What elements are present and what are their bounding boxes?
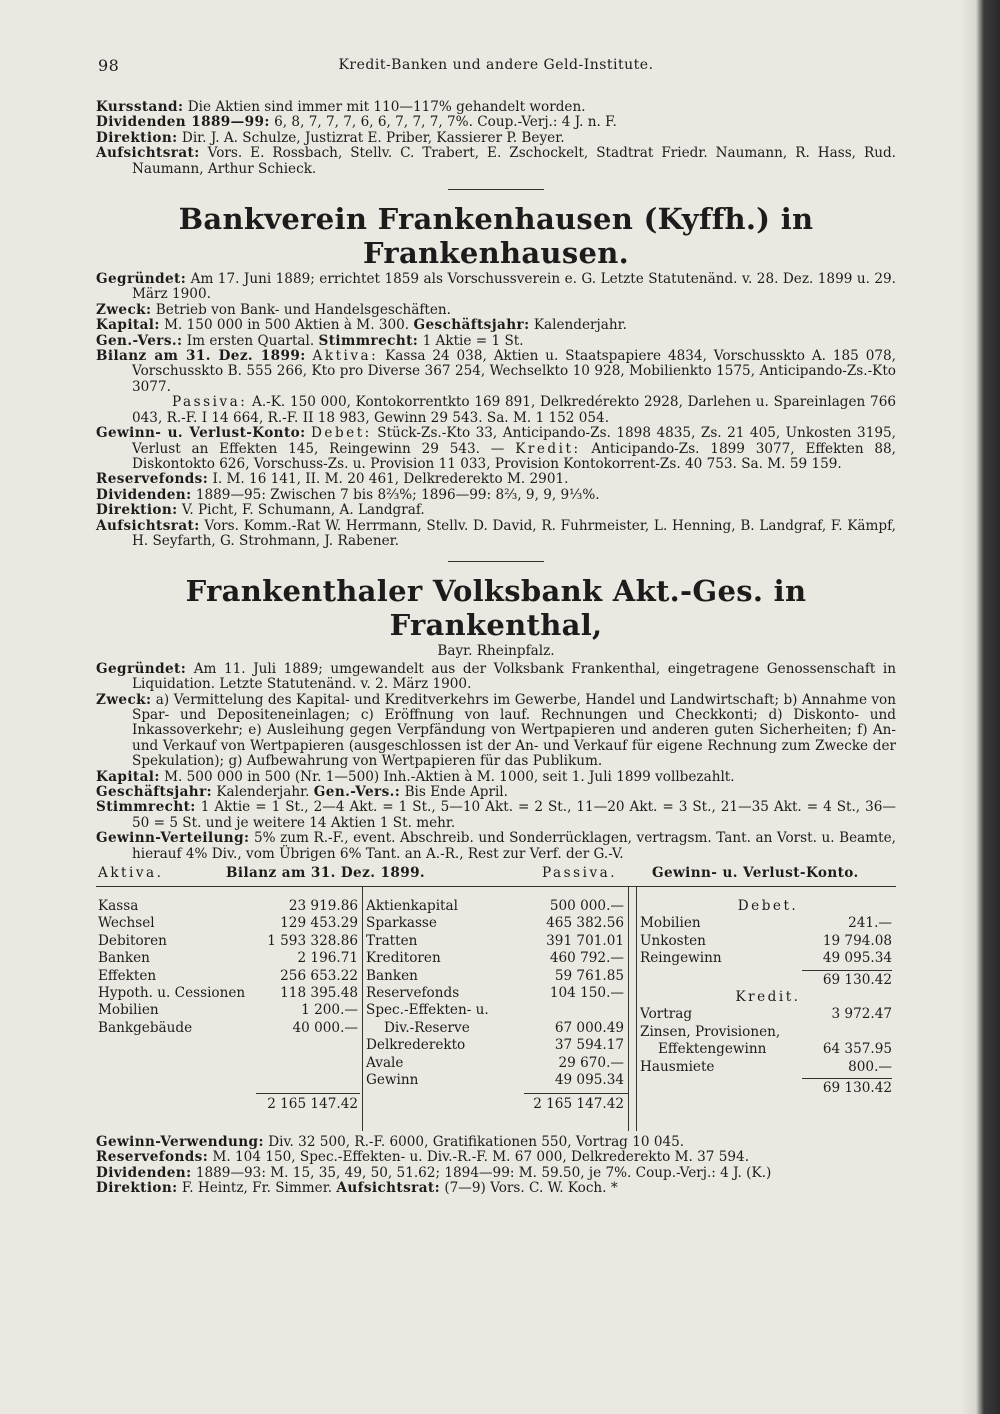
passiva-row-label: Tratten [366, 932, 418, 949]
direktion-line: Direktion: Dir. J. A. Schulze, Justizrat E. Priber, Kassierer P. Beyer. [96, 129, 565, 146]
passiva-row-value: 460 792.— [549, 950, 624, 967]
aktiva-row-label: Banken [98, 950, 150, 967]
passiva-row [366, 1003, 628, 1020]
kapital-line: Kapital: M. 150 000 in 500 Aktien à M. 300. Geschäftsjahr: Kalenderjahr. [96, 317, 627, 334]
stimmrecht-line: Stimmrecht: 1 Aktie = 1 St., 2—4 Akt. = 1 St., 5—10 Akt. = 2 St., 11—20 Akt. = 3 St., 21—35 Akt. = 4 St., 36—50 = 5 St. und je weitere 14 Aktien 1 St. mehr. [96, 799, 896, 831]
kredit-row-label: Zinsen, Provisionen, [640, 1023, 781, 1040]
reservefonds-line: Reservefonds: I. M. 16 141, II. M. 20 461, Delkrederekto M. 2901. [96, 471, 569, 488]
dividenden-line: Dividenden 1889—99: 6, 8, 7, 7, 7, 6, 6, 7, 7, 7, 7%. Coup.-Verj.: 4 J. n. F. [96, 114, 617, 131]
kredit-row [640, 1025, 896, 1042]
aktiva-row-label: Hypoth. u. Cessionen [98, 984, 246, 1001]
bilanz-line: Bilanz am 31. Dez. 1899: Aktiva: Kassa 24 038, Aktien u. Staatspapiere 4834, Vorschusskto A. 185 078, Vorschusskto B. 555 266, Kto pro Diverse 367 254, Wechselkto 10 928, Mobilienkto 1575, Anticipando-Zs.-Kto 3077. [96, 348, 896, 395]
aktiva-row-value: 1 593 328.86 [267, 932, 358, 949]
footnote-mark: * [610, 1180, 618, 1197]
passiva-row-value: 500 000.— [549, 898, 624, 915]
debet-total: 69 130.42 [822, 971, 892, 988]
gv-heading: Gewinn- u. Verlust-Konto. [652, 865, 859, 882]
aktiva-row [98, 934, 362, 951]
aktiva-column [98, 899, 362, 1038]
passiva-row-value: 59 761.85 [554, 967, 624, 984]
gv-column [640, 899, 896, 1098]
passiva-row [366, 1038, 628, 1055]
passiva-row-label: Sparkasse [366, 915, 437, 932]
passiva-row-label: Reservefonds [366, 984, 460, 1001]
kredit-row [640, 1042, 896, 1059]
aktiva-row-value: 129 453.29 [280, 915, 358, 932]
dividenden-line: Dividenden: 1889—93: M. 15, 35, 49, 50, 51.62; 1894—99: M. 59.50, je 7%. Coup.-Verj.: 4 J. (K.) [96, 1164, 772, 1181]
passiva-row-label: Banken [366, 967, 418, 984]
kredit-row-label: Vortrag [640, 1006, 693, 1023]
aktiva-row [98, 986, 362, 1003]
kursstand-line: Kursstand: Die Aktien sind immer mit 110—117% gehandelt worden. [96, 99, 586, 115]
aktiva-row [98, 969, 362, 986]
passiva-total: 2 165 147.42 [533, 1096, 624, 1113]
kredit-row-label: Hausmiete [640, 1058, 715, 1075]
passiva-row-label: Delkrederekto [366, 1037, 466, 1054]
debet-row-value: 19 794.08 [822, 932, 892, 949]
debet-total-rule [802, 970, 892, 971]
kredit-total: 69 130.42 [822, 1079, 892, 1096]
debet-row [640, 916, 896, 933]
reservefonds-line: Reservefonds: M. 104 150, Spec.-Effekten- u. Div.-R.-F. M. 67 000, Delkrederekto M. 37 594. [96, 1149, 750, 1166]
page-edge-shadow [960, 0, 1000, 1414]
passiva-row [366, 969, 628, 986]
passiva-row-label: Aktienkapital [366, 898, 458, 915]
passiva-row-value: 104 150.— [549, 984, 624, 1001]
passiva-row [366, 951, 628, 968]
passiva-row-value: 37 594.17 [554, 1037, 624, 1054]
bilanz-table [96, 866, 896, 1135]
kredit-total-rule [802, 1078, 892, 1079]
kredit-row [640, 1007, 896, 1024]
kredit-row-value: 3 972.47 [831, 1006, 892, 1023]
kredit-rows [640, 1007, 896, 1077]
aktiva-row-value: 2 196.71 [297, 950, 358, 967]
kredit-heading: Kredit. [735, 988, 801, 1005]
aktiva-row-label: Bankgebäude [98, 1019, 193, 1036]
direktion-line: Direktion: V. Picht, F. Schumann, A. Landgraf. [96, 502, 425, 519]
passiva-row-value: 49 095.34 [554, 1071, 624, 1088]
running-title: Kredit-Banken und andere Geld-Institute. [338, 57, 654, 73]
aktiva-row-label: Debitoren [98, 932, 167, 949]
aktiva-row-value: 256 653.22 [280, 967, 358, 984]
volksbank-entry [96, 574, 896, 1196]
debet-row-label: Unkosten [640, 932, 706, 949]
bilanz-columns [96, 887, 896, 1135]
aktiva-row-value: 118 395.48 [280, 984, 358, 1001]
zweck-line: Zweck: Betrieb von Bank- und Handelsgeschäften. [96, 301, 451, 318]
dividenden-line: Dividenden: 1889—95: Zwischen 7 bis 8⅔%; 1896—99: 8⅔, 9, 9, 9⅓%. [96, 486, 600, 503]
aktiva-row-value: 1 200.— [301, 1002, 358, 1019]
aktiva-row [98, 1021, 362, 1038]
passiva-row [366, 899, 628, 916]
passiva-row-label: Div.-Reserve [384, 1019, 470, 1036]
passiva-row [366, 916, 628, 933]
aktiva-row [98, 1003, 362, 1020]
gewinn-verwendung-line: Gewinn-Verwendung: Div. 32 500, R.-F. 6000, Gratifikationen 550, Vortrag 10 045. [96, 1134, 685, 1151]
passiva-total-rule [524, 1093, 628, 1094]
passiva-row-label: Gewinn [366, 1071, 419, 1088]
section-divider [448, 561, 544, 562]
bilanz-heading: Bilanz am 31. Dez. 1899. [226, 865, 426, 882]
aktiva-row-label: Mobilien [98, 1002, 159, 1019]
passiva-row-label: Spec.-Effekten- u. [366, 1002, 489, 1019]
gegruendet-line: Gegründet: Am 17. Juni 1889; errichtet 1859 als Vorschussverein e. G. Letzte Statutenänd. v. 28. Dez. 1899 u. 29. März 1900. [96, 271, 896, 303]
passiva-row [366, 986, 628, 1003]
gewinn-konto-line: Gewinn- u. Verlust-Konto: Debet: Stück-Zs.-Kto 33, Anticipando-Zs. 1898 4835, Zs. 21 405, Unkosten 3195, Verlust an Effekten 145, Reingewinn 29 543. — Kredit: Anticipando-Zs. 1899 3077, Effekten 88, Diskontokto 626, Vorschuss-Zs. u. Provision 11 033, Provision Kontokorrent-Zs. 40 753. Sa. M. 59 159. [96, 425, 897, 472]
bilanz-table-header [96, 866, 896, 887]
passiva-row [366, 1056, 628, 1073]
column-rule [636, 887, 637, 1131]
aktiva-row-label: Kassa [98, 898, 139, 915]
aktiva-row-value: 23 919.86 [288, 898, 358, 915]
passiva-row-label: Avale [366, 1054, 404, 1071]
entry-title: Frankenthaler Volksbank Akt.-Ges. in Frankenthal, [185, 574, 807, 643]
entry-subtitle: Bayr. Rheinpfalz. [437, 643, 555, 660]
passiva-row [366, 1021, 628, 1038]
debet-row-label: Mobilien [640, 915, 701, 932]
gegruendet-line: Gegründet: Am 11. Juli 1889; umgewandelt aus der Volksbank Frankenthal, eingetragene Genossenschaft in Liquidation. Letzte Statutenänd. v. 2. März 1900. [96, 660, 897, 693]
debet-row [640, 951, 896, 968]
debet-row-value: 241.— [848, 915, 892, 932]
debet-row-label: Reingewinn [640, 950, 722, 967]
aktiva-row-label: Effekten [98, 967, 157, 984]
debet-row-value: 49 095.34 [822, 950, 892, 967]
kredit-row-value: 64 357.95 [822, 1041, 892, 1058]
passiva-row-value: 391 701.01 [546, 932, 624, 949]
aktiva-row [98, 951, 362, 968]
aufsichtsrat-line: Aufsichtsrat: Vors. E. Rossbach, Stellv. C. Trabert, E. Zschockelt, Stadtrat Friedr. Naumann, R. Hass, Rud. Naumann, Arthur Schieck. [96, 145, 896, 177]
page-number: 98 [98, 56, 120, 75]
passiva-row-value: 29 670.— [558, 1054, 624, 1071]
aktiva-row [98, 899, 362, 916]
column-rule [362, 887, 363, 1131]
aktiva-row-value: 40 000.— [292, 1019, 358, 1036]
aufsichtsrat-line: Aufsichtsrat: Vors. Komm.-Rat W. Herrmann, Stellv. D. David, R. Fuhrmeister, L. Henning, B. Landgraf, F. Kämpf, H. Seyfarth, G. Strohmann, J. Rabener. [96, 517, 896, 549]
gewinn-verteilung-line: Gewinn-Verteilung: 5% zum R.-F., event. Abschreib. und Sonderrücklagen, vertragsm. Tant. an Vorst. u. Beamte, hierauf 4% Div., vom Übrigen 6% Tant. an A.-R., Rest zur Verf. der G.-V. [96, 830, 896, 862]
kredit-row-value: 800.— [848, 1058, 892, 1075]
genvers-line: Gen.-Vers.: Im ersten Quartal. Stimmrecht: 1 Aktie = 1 St. [96, 332, 524, 349]
previous-entry [96, 100, 896, 177]
aktiva-total-rule [256, 1093, 360, 1094]
passiva-row-label: Kreditoren [366, 950, 441, 967]
passiva-row-value: 465 382.56 [546, 915, 624, 932]
document-page [96, 58, 896, 1197]
running-header [96, 58, 896, 82]
passiva-heading: Passiva. [542, 865, 618, 882]
passiva-row-value: 67 000.49 [554, 1019, 624, 1036]
entry-title: Bankverein Frankenhausen (Kyffh.) in Frankenhausen. [178, 202, 814, 271]
aktiva-heading: Aktiva. [98, 865, 164, 882]
passiva-row [366, 934, 628, 951]
passiva-row [366, 1073, 628, 1090]
debet-row [640, 934, 896, 951]
zweck-line: Zweck: a) Vermittelung des Kapital- und Kreditverkehrs im Gewerbe, Handel und Landwirtschaft; b) Annahme von Spar- und Depositeneinlagen; c) Eröffnung von lauf. Rechnungen und Checkkonti; d) Diskonto- und Inkassoverkehr; e) Ausleihung gegen Verpfändung von Wertpapieren und anderen guten Sicherheiten; f) An- und Verkauf von Wertpapieren (ausgeschlossen ist der An- und Verkauf für eigene Rechnung zum Zwecke der Spekulation); g) Aufbewahrung von Wertpapieren für das Publikum. [96, 691, 896, 770]
kredit-row-label: Effektengewinn [658, 1041, 767, 1058]
passiva-line: Passiva: A.-K. 150 000, Kontokorrentkto 169 891, Delkredérekto 2928, Darlehen u. Spareinlagen 766 043, R.-F. I 14 664, R.-F. II 18 983, Gewinn 29 543. Sa. M. 1 152 054. [132, 394, 896, 426]
bankverein-entry [96, 202, 896, 549]
section-divider [448, 189, 544, 190]
geschaeftsjahr-line: Geschäftsjahr: Kalenderjahr. Gen.-Vers.: Bis Ende April. [96, 784, 508, 800]
kredit-row [640, 1060, 896, 1077]
aktiva-total: 2 165 147.42 [267, 1096, 358, 1113]
kapital-line: Kapital: M. 500 000 in 500 (Nr. 1—500) Inh.-Aktien à M. 1000, seit 1. Juli 1899 vollbezahlt. [96, 768, 735, 785]
debet-rows [640, 916, 896, 968]
debet-heading: Debet. [737, 898, 799, 915]
direktion-line: Direktion: F. Heintz, Fr. Simmer. Aufsichtsrat: (7—9) Vors. C. W. Koch. * [96, 1180, 618, 1197]
column-rule [628, 887, 629, 1131]
passiva-column [366, 899, 628, 1090]
aktiva-row [98, 916, 362, 933]
aktiva-row-label: Wechsel [98, 915, 155, 932]
